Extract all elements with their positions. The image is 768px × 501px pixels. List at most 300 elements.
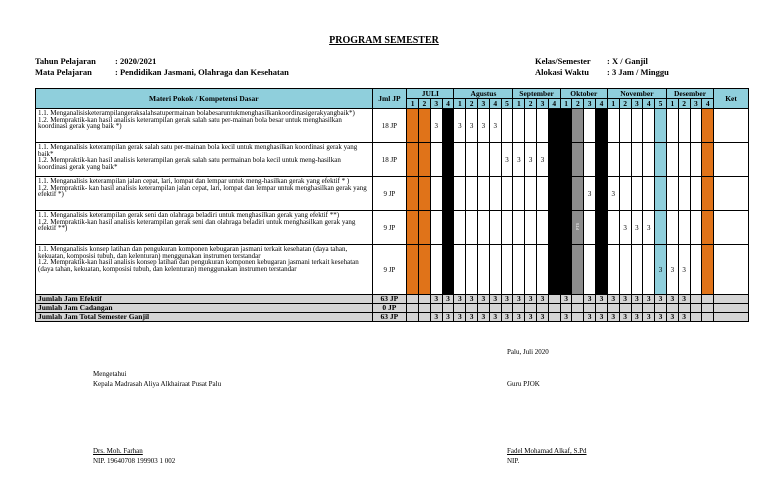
sum-total-row	[36, 313, 749, 322]
sum-week-cell	[702, 295, 714, 304]
week-cell	[407, 109, 419, 143]
sum-week-cell: 3	[607, 313, 619, 322]
week-cell	[478, 177, 490, 211]
week-cell	[442, 177, 454, 211]
week-cell	[584, 211, 596, 245]
week-cell	[666, 143, 678, 177]
kompetensi-cell	[36, 109, 373, 143]
sum-efektif-row	[36, 295, 749, 304]
sum-week-cell	[666, 304, 678, 313]
kd-line-1: 1.1. Menganalisis keterampilan gerak seni dan olahraga beladiri untuk menghasilkan gerak yang efektif **)	[38, 211, 340, 219]
week-cell	[407, 245, 419, 295]
week-header: 2	[678, 99, 690, 109]
week-cell: 3	[466, 109, 478, 143]
kd-line-2: 1.2. Mempraktik- kan hasil analisis keterampilan jalan cepat, lari, lompat dan lempar untuk menghasilkan gerak yang efektif *)	[38, 183, 367, 199]
week-cell	[607, 143, 619, 177]
kd-line-2: 1.2. Mempraktik-kan hasil analisis keterampilan gerak seni dan olahraga beladiri untuk menghasilkan gerak yang efektif **)	[38, 217, 356, 233]
week-cell	[643, 109, 655, 143]
kelas-value: : X / Ganjil	[607, 56, 648, 66]
week-header: 2	[419, 99, 431, 109]
kd-line-1: 1.1. Menganalisisketerampilangeraksalahsatupermainan bolabesaruntukmenghasilkankoordinasigerakyangbaik*)	[38, 109, 355, 117]
program-semester-table	[35, 88, 749, 322]
guru-title: Guru PJOK	[507, 380, 540, 388]
sum-week-cell	[690, 295, 702, 304]
week-cell	[454, 211, 466, 245]
kd-line-2: 1.2. Mempraktik-kan hasil analisis konsep latihan dan pengukuran komponen kebugaran jasmani terkait kesehatan (daya tahan, kekuatan, komposisi tubuh, dan kelenturan) menggunakan instrumen terstandar	[38, 258, 359, 273]
week-cell	[690, 143, 702, 177]
pts-note: PTS	[575, 223, 581, 230]
sum-week-cell: 3	[430, 295, 442, 304]
month-header: September	[513, 89, 560, 99]
week-header: 1	[454, 99, 466, 109]
week-cell	[631, 143, 643, 177]
week-header: 1	[607, 99, 619, 109]
week-cell: 3	[513, 143, 525, 177]
week-header: 2	[466, 99, 478, 109]
week-cell	[643, 143, 655, 177]
sum-week-cell	[419, 313, 431, 322]
sum-week-cell	[407, 313, 419, 322]
sum-week-cell: 3	[584, 295, 596, 304]
week-header: 4	[489, 99, 501, 109]
week-header: 1	[407, 99, 419, 109]
sum-week-cell: 3	[454, 295, 466, 304]
week-header: 5	[501, 99, 513, 109]
kepala-title: Kepala Madrasah Aliya Alkhairaat Pusat Palu	[93, 380, 222, 388]
sum-week-cell: 3	[607, 295, 619, 304]
kd-line-1: 1.1. Menganalisis keterampilan gerak salah satu per-mainan bola kecil untuk menghasilkan koordinasi gerak yang baik*	[38, 143, 358, 158]
week-cell	[430, 245, 442, 295]
sum-week-cell: 3	[678, 295, 690, 304]
week-cell: 3	[619, 211, 631, 245]
week-cell: 3	[560, 143, 572, 177]
week-cell	[548, 143, 560, 177]
month-header: Desember	[666, 89, 713, 99]
sum-week-cell: 3	[655, 313, 667, 322]
sum-week-cell	[454, 304, 466, 313]
week-cell	[619, 143, 631, 177]
week-header: 1	[513, 99, 525, 109]
week-cell	[643, 245, 655, 295]
week-cell	[501, 211, 513, 245]
week-header: 3	[537, 99, 549, 109]
sum-week-cell: 3	[619, 313, 631, 322]
month-header: Oktober	[560, 89, 607, 99]
week-cell	[560, 245, 572, 295]
week-cell	[572, 245, 584, 295]
sum-week-cell	[548, 313, 560, 322]
week-cell	[678, 177, 690, 211]
week-header: 2	[619, 99, 631, 109]
mapel-value: : Pendidikan Jasmani, Olahraga dan Kesehatan	[115, 67, 289, 77]
week-header: 4	[442, 99, 454, 109]
sum-label: Jumlah Jam Total Semester Ganjil	[36, 313, 373, 322]
sum-week-cell	[607, 304, 619, 313]
sum-week-cell: 3	[525, 295, 537, 304]
week-cell	[607, 109, 619, 143]
week-header: 4	[643, 99, 655, 109]
week-cell	[548, 177, 560, 211]
week-cell	[442, 211, 454, 245]
week-header: 2	[525, 99, 537, 109]
kompetensi-cell	[36, 177, 373, 211]
sum-week-cell: 3	[537, 295, 549, 304]
sum-week-cell: 3	[666, 313, 678, 322]
sum-week-cell	[407, 304, 419, 313]
sum-week-cell: 3	[619, 295, 631, 304]
sum-week-cell: 3	[501, 313, 513, 322]
week-cell	[678, 211, 690, 245]
week-cell	[631, 109, 643, 143]
table-row	[36, 211, 749, 245]
sum-week-cell: 3	[643, 295, 655, 304]
sum-week-cell	[655, 304, 667, 313]
sum-week-cell	[501, 304, 513, 313]
sum-week-cell	[690, 304, 702, 313]
week-cell	[501, 109, 513, 143]
week-cell	[548, 109, 560, 143]
kompetensi-cell	[36, 143, 373, 177]
week-cell	[430, 177, 442, 211]
week-cell	[560, 177, 572, 211]
week-cell: 3	[478, 109, 490, 143]
sum-week-cell: 3	[525, 313, 537, 322]
month-header: Agustus	[454, 89, 513, 99]
tahun-label: Tahun Pelajaran	[35, 56, 96, 66]
table-row	[36, 245, 749, 295]
sum-week-cell	[489, 304, 501, 313]
sum-week-cell	[548, 295, 560, 304]
week-cell	[537, 211, 549, 245]
week-header: 4	[702, 99, 714, 109]
meta-left	[35, 56, 289, 78]
week-cell	[466, 211, 478, 245]
week-cell	[702, 245, 714, 295]
week-cell	[454, 245, 466, 295]
sum-week-cell	[631, 304, 643, 313]
col-header-jml: Jml JP	[372, 89, 407, 109]
sum-week-cell	[690, 313, 702, 322]
sum-week-cell	[466, 304, 478, 313]
week-cell	[596, 143, 608, 177]
week-cell	[690, 109, 702, 143]
sum-label: Jumlah Jam Efektif	[36, 295, 373, 304]
sum-week-cell	[584, 304, 596, 313]
week-cell	[678, 143, 690, 177]
week-cell	[513, 109, 525, 143]
week-header: 4	[596, 99, 608, 109]
sum-week-cell: 3	[501, 295, 513, 304]
week-cell	[407, 211, 419, 245]
week-cell	[702, 109, 714, 143]
kepala-name: Drs. Moh. Farhan	[93, 447, 143, 455]
week-cell	[666, 109, 678, 143]
sum-week-cell: 3	[560, 295, 572, 304]
mapel-label: Mata Pelajaran	[35, 67, 92, 77]
meta-right	[535, 56, 669, 78]
week-cell	[619, 177, 631, 211]
week-cell	[478, 245, 490, 295]
week-cell: 3	[430, 109, 442, 143]
ket-cell	[714, 245, 749, 295]
week-cell	[631, 245, 643, 295]
sum-jp: 0 JP	[372, 304, 407, 313]
sum-week-cell: 3	[666, 295, 678, 304]
week-cell: 3	[678, 245, 690, 295]
week-cell: 3	[631, 211, 643, 245]
sum-week-cell: 3	[478, 313, 490, 322]
place-date: Palu, Juli 2020	[507, 348, 549, 356]
week-cell	[466, 177, 478, 211]
sum-week-cell: 3	[643, 313, 655, 322]
sum-week-cell	[572, 313, 584, 322]
sum-week-cell: 3	[596, 295, 608, 304]
week-cell	[572, 143, 584, 177]
sum-week-cell: 3	[442, 295, 454, 304]
week-cell	[607, 211, 619, 245]
week-cell	[584, 109, 596, 143]
week-header: 3	[478, 99, 490, 109]
week-cell	[607, 245, 619, 295]
table-row	[36, 109, 749, 143]
week-cell	[537, 177, 549, 211]
week-cell	[442, 245, 454, 295]
kelas-label: Kelas/Semester	[535, 56, 591, 66]
week-cell	[419, 143, 431, 177]
sum-jp: 63 JP	[372, 295, 407, 304]
week-cell	[572, 177, 584, 211]
sum-week-cell	[702, 304, 714, 313]
kd-line-1: 1.1. Menganalisis konsep latihan dan pengukuran komponen kebugaran jasmani terkait kesehatan (daya tahan, kekuatan, komposisi tubuh, dan kelenturan) menggunakan instrumen terstandar	[38, 245, 348, 260]
week-header: 2	[572, 99, 584, 109]
week-cell	[419, 245, 431, 295]
col-header-ket: Ket	[714, 89, 749, 109]
week-cell	[525, 109, 537, 143]
sum-week-cell	[572, 304, 584, 313]
jp-cell: 9 JP	[372, 245, 407, 295]
jp-cell: 18 JP	[372, 143, 407, 177]
week-cell: 3	[454, 109, 466, 143]
sum-week-cell	[678, 304, 690, 313]
sum-week-cell: 3	[513, 313, 525, 322]
week-header: 1	[666, 99, 678, 109]
week-cell	[631, 177, 643, 211]
kompetensi-cell	[36, 245, 373, 295]
week-cell: 3	[666, 245, 678, 295]
week-cell	[525, 211, 537, 245]
week-cell	[454, 177, 466, 211]
ket-cell	[714, 177, 749, 211]
week-cell: 3	[442, 109, 454, 143]
sum-week-cell: 3	[430, 313, 442, 322]
kompetensi-cell	[36, 211, 373, 245]
week-cell	[489, 143, 501, 177]
sum-jp: 63 JP	[372, 313, 407, 322]
week-cell	[702, 211, 714, 245]
week-header: 5	[655, 99, 667, 109]
week-cell: 3	[501, 143, 513, 177]
sum-cadangan-row	[36, 304, 749, 313]
kepala-nip: NIP. 19640708 199903 1 002	[93, 457, 176, 465]
week-cell	[584, 143, 596, 177]
alokasi-label: Alokasi Waktu	[535, 67, 589, 77]
sum-week-cell: 3	[678, 313, 690, 322]
kd-line-2: 1.2. Mempraktik-kan hasil analisis keterampilan gerak salah satu permainan bola kecil untuk meng-hasilkan koordinasi gerak yang baik*	[38, 156, 341, 171]
week-cell	[655, 143, 667, 177]
week-header: 1	[560, 99, 572, 109]
sum-ket	[714, 295, 749, 304]
week-cell	[419, 109, 431, 143]
week-header: 3	[430, 99, 442, 109]
mengetahui-label: Mengetahui	[93, 370, 127, 378]
week-cell	[513, 177, 525, 211]
week-cell	[407, 177, 419, 211]
sum-week-cell	[596, 304, 608, 313]
week-cell	[407, 143, 419, 177]
week-cell	[666, 177, 678, 211]
week-cell: 3	[655, 245, 667, 295]
sum-ket	[714, 304, 749, 313]
week-cell: 3	[643, 211, 655, 245]
week-cell	[690, 211, 702, 245]
week-cell	[678, 109, 690, 143]
week-cell: 3	[607, 177, 619, 211]
month-header: JULI	[407, 89, 454, 99]
sum-ket	[714, 313, 749, 322]
guru-nip: NIP.	[507, 457, 520, 465]
sum-week-cell	[513, 304, 525, 313]
sum-week-cell: 3	[489, 295, 501, 304]
sum-week-cell: 3	[466, 313, 478, 322]
tahun-value: : 2020/2021	[115, 56, 157, 66]
sum-week-cell: 3	[596, 313, 608, 322]
week-cell	[655, 109, 667, 143]
sum-week-cell	[702, 313, 714, 322]
sum-week-cell: 3	[442, 313, 454, 322]
week-cell	[501, 245, 513, 295]
sum-week-cell: 3	[489, 313, 501, 322]
guru-name: Fadel Mohamad Alkaf, S.Pd	[507, 447, 587, 455]
week-cell	[442, 143, 454, 177]
col-header-materi: Materi Pokok / Kompetensi Dasar	[36, 89, 373, 109]
sum-week-cell: 3	[584, 313, 596, 322]
week-cell: 3	[584, 177, 596, 211]
week-cell	[525, 245, 537, 295]
sum-week-cell	[430, 304, 442, 313]
week-cell	[419, 177, 431, 211]
sum-week-cell	[419, 295, 431, 304]
week-cell	[596, 245, 608, 295]
week-cell	[478, 211, 490, 245]
week-cell	[572, 109, 584, 143]
jp-cell: 9 JP	[372, 177, 407, 211]
ket-cell	[714, 211, 749, 245]
sum-week-cell: 3	[631, 313, 643, 322]
week-header: 3	[690, 99, 702, 109]
week-cell	[548, 245, 560, 295]
week-cell	[655, 211, 667, 245]
sum-week-cell: 3	[478, 295, 490, 304]
week-cell	[489, 245, 501, 295]
week-cell	[690, 177, 702, 211]
week-cell	[572, 211, 584, 245]
week-cell	[454, 143, 466, 177]
sum-week-cell: 3	[631, 295, 643, 304]
week-cell	[596, 211, 608, 245]
week-cell	[430, 211, 442, 245]
alokasi-value: : 3 Jam / Minggu	[607, 67, 669, 77]
jp-cell: 18 JP	[372, 109, 407, 143]
week-cell	[655, 177, 667, 211]
table-row	[36, 143, 749, 177]
week-cell	[501, 177, 513, 211]
sum-week-cell	[478, 304, 490, 313]
page-title: PROGRAM SEMESTER	[329, 35, 439, 46]
sum-label: Jumlah Jam Cadangan	[36, 304, 373, 313]
sum-week-cell	[419, 304, 431, 313]
week-cell	[619, 245, 631, 295]
week-cell	[430, 143, 442, 177]
week-cell	[584, 245, 596, 295]
sum-week-cell	[442, 304, 454, 313]
week-cell	[513, 245, 525, 295]
sum-week-cell: 3	[466, 295, 478, 304]
week-cell	[690, 245, 702, 295]
week-cell: 3	[596, 177, 608, 211]
week-cell	[596, 109, 608, 143]
sum-week-cell	[572, 295, 584, 304]
week-header: 3	[584, 99, 596, 109]
week-header: 3	[631, 99, 643, 109]
week-cell	[560, 109, 572, 143]
sum-week-cell	[560, 304, 572, 313]
week-cell: 3	[537, 143, 549, 177]
sum-week-cell	[525, 304, 537, 313]
sum-week-cell	[619, 304, 631, 313]
table-row	[36, 177, 749, 211]
sum-week-cell	[537, 304, 549, 313]
week-cell	[537, 245, 549, 295]
week-header: 4	[548, 99, 560, 109]
sum-week-cell: 3	[560, 313, 572, 322]
week-cell	[537, 109, 549, 143]
week-cell	[419, 211, 431, 245]
kd-line-1: 1.1. Menganalisis keterampilan jalan cepat, lari, lompat dan lempar untuk meng-hasilkan gerak yang efektif * )	[38, 177, 350, 185]
sum-week-cell	[643, 304, 655, 313]
week-cell	[702, 143, 714, 177]
ket-cell	[714, 143, 749, 177]
week-cell	[525, 177, 537, 211]
week-cell: 3	[525, 143, 537, 177]
week-cell	[560, 211, 572, 245]
week-cell	[478, 143, 490, 177]
week-cell	[466, 245, 478, 295]
ket-cell	[714, 109, 749, 143]
week-cell	[513, 211, 525, 245]
sum-week-cell: 3	[454, 313, 466, 322]
week-cell	[619, 109, 631, 143]
week-cell	[489, 211, 501, 245]
sum-week-cell: 3	[655, 295, 667, 304]
month-header: November	[607, 89, 666, 99]
week-cell	[643, 177, 655, 211]
week-cell	[666, 211, 678, 245]
week-cell	[489, 177, 501, 211]
sum-week-cell: 3	[537, 313, 549, 322]
week-cell	[466, 143, 478, 177]
sum-week-cell: 3	[513, 295, 525, 304]
sum-week-cell	[407, 295, 419, 304]
